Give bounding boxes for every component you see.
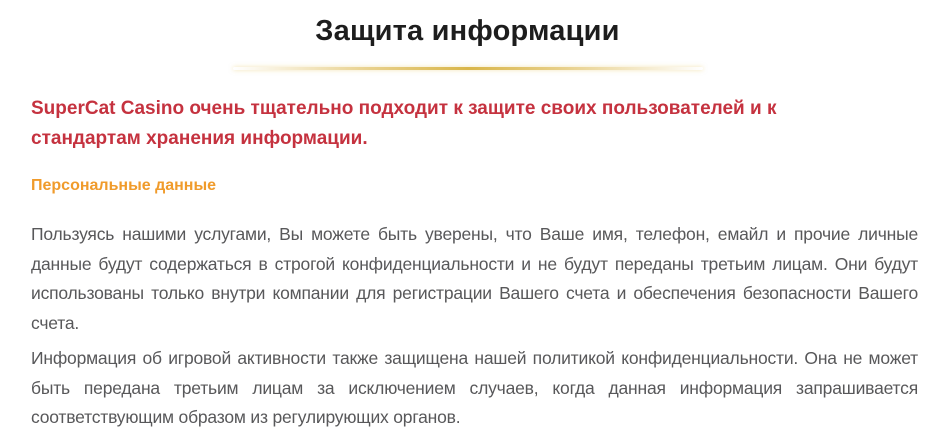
title-divider bbox=[233, 67, 703, 70]
page-content bbox=[31, 94, 918, 433]
lead-line-1: SuperCat Casino очень тщательно подходит к защите своих пользователей и к bbox=[31, 98, 777, 119]
page-title: Защита информации bbox=[315, 15, 620, 47]
lead-paragraph bbox=[31, 94, 918, 154]
body-paragraph-2: Информация об игровой активности также защищена нашей политикой конфиденциальности. Она не может быть передана третьим лицам за исключением случаев, когда данная информация запрашивается соответствующим образом из регулирующих органов. bbox=[31, 348, 918, 427]
section-heading-personal-data: Персональные данные bbox=[31, 177, 217, 194]
body-paragraph-1: Пользуясь нашими услугами, Вы можете быть уверены, что Ваше имя, телефон, емайл и прочие личные данные будут содержаться в строгой конфиденциальности и не будут переданы третьим лицам. Они будут использованы только внутри компании для регистрации Вашего счета и обеспечения безопасности Вашего счета. bbox=[31, 224, 918, 333]
lead-line-2: стандартам хранения информации. bbox=[31, 128, 368, 149]
